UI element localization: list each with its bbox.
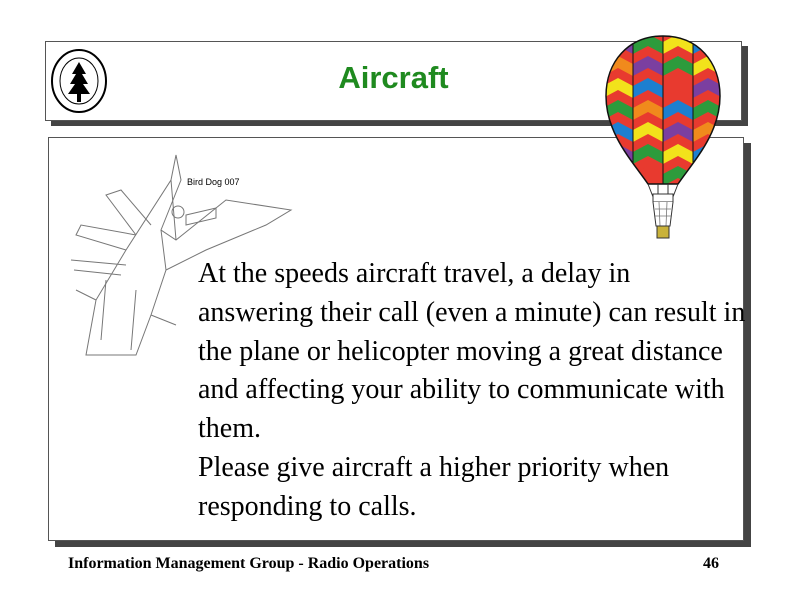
body-text [198, 255, 746, 527]
forest-service-logo-icon [50, 48, 108, 114]
hot-air-balloon-illustration [603, 34, 723, 244]
body-paragraph: At the speeds aircraft travel, a delay in answering their call (even a minute) can result in the plane or helicopter moving a great distance and affecting your ability to communicate with them. [198, 258, 746, 445]
slide-title: Aircraft [338, 60, 449, 95]
footer-text: Information Management Group - Radio Operations [68, 555, 430, 572]
body-paragraph-priority: Please give aircraft a higher priority when responding to calls. [198, 451, 670, 522]
page-number: 46 [703, 555, 719, 572]
image-caption: Bird Dog 007 [187, 177, 240, 187]
